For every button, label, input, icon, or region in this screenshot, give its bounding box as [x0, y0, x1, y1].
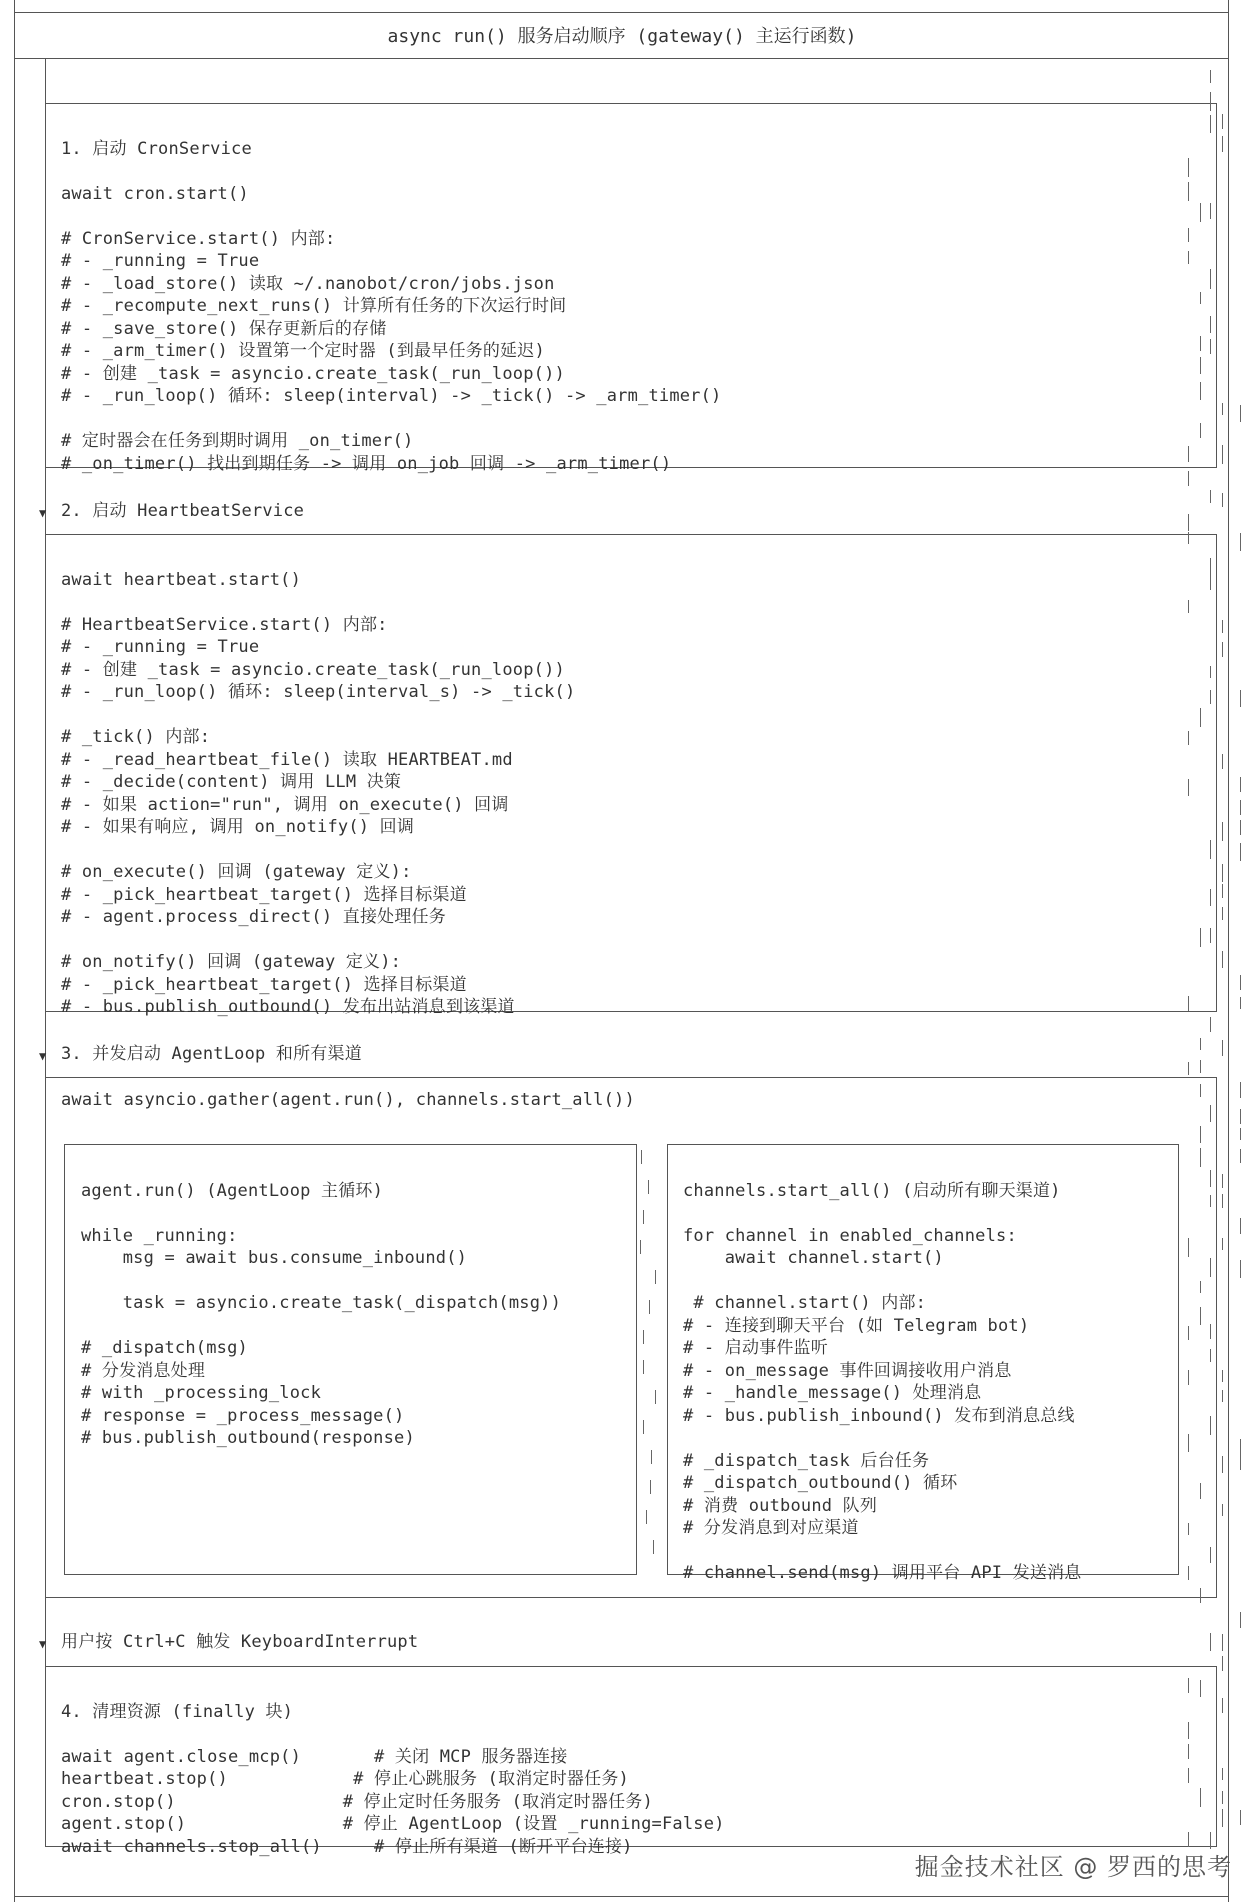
ascii-border-fragment: [1222, 907, 1223, 920]
cron-line-14: # 定时器会在任务到期时调用 _on_timer(): [61, 431, 414, 451]
ascii-border-fragment: [1210, 1633, 1211, 1651]
ascii-border-fragment: [1210, 115, 1211, 133]
ascii-border-fragment: [1222, 1656, 1223, 1671]
ascii-border-fragment: [1188, 1744, 1189, 1759]
ascii-border-fragment: [643, 1420, 644, 1434]
channels-line-18: # channel.send(msg) 调用平台 API 发送消息: [683, 1563, 1082, 1583]
ascii-border-fragment: [1200, 1084, 1201, 1097]
ascii-border-fragment: [1210, 490, 1211, 503]
ascii-border-fragment: [1188, 1238, 1189, 1257]
ascii-border-fragment: [1210, 840, 1211, 859]
ascii-border-fragment: [1188, 158, 1189, 177]
cron-line-11: # - 创建 _task = asyncio.create_task(_run_loop()): [61, 363, 565, 384]
agent-loop-block: [81, 1157, 561, 1472]
ascii-border-fragment: [1200, 382, 1201, 400]
ascii-border-fragment: [1240, 1439, 1241, 1457]
ascii-border-fragment: [1240, 533, 1241, 551]
diagram-title: async run() 服务启动顺序 (gateway() 主运行函数): [387, 26, 857, 47]
heartbeat-line-16: # - agent.process_direct() 直接处理任务: [61, 907, 446, 927]
ascii-border-fragment: [1210, 1105, 1211, 1122]
ascii-border-fragment: [1222, 754, 1223, 769]
ascii-border-fragment: [1210, 316, 1211, 333]
ascii-border-fragment: [646, 1510, 647, 1524]
cron-line-3: await cron.start(): [61, 183, 249, 204]
ascii-border-fragment: [1188, 1678, 1189, 1693]
arrow-to-cleanup: ▼: [39, 1637, 47, 1651]
ascii-border-fragment: [1240, 690, 1241, 707]
agent-line-4: msg = await bus.consume_inbound(): [81, 1248, 468, 1268]
outer-frame-right: [1228, 0, 1229, 1902]
ascii-border-fragment: [1188, 779, 1189, 796]
ascii-border-fragment: [1240, 820, 1241, 835]
ascii-border-fragment: [1200, 292, 1201, 304]
ascii-border-fragment: [643, 1330, 644, 1344]
ascii-border-fragment: [655, 1390, 656, 1404]
ascii-border-fragment: [1210, 666, 1211, 678]
ascii-border-fragment: [1188, 228, 1189, 242]
ascii-border-fragment: [1200, 1060, 1201, 1073]
ascii-border-fragment: [1240, 1612, 1241, 1628]
channels-line-7: # - 连接到聊天平台 (如 Telegram bot): [683, 1315, 1030, 1336]
ascii-border-fragment: [643, 1360, 644, 1374]
ascii-border-fragment: [1222, 1768, 1223, 1780]
ascii-border-fragment: [1200, 1126, 1201, 1143]
heartbeat-line-19: # - _pick_heartbeat_target() 选择目标渠道: [61, 974, 467, 995]
heartbeat-line-14: # on_execute() 回调 (gateway 定义):: [61, 862, 412, 882]
ascii-border-fragment: [650, 1480, 651, 1494]
agent-line-9: # 分发消息处理: [81, 1360, 206, 1381]
ascii-border-fragment: [1188, 731, 1189, 745]
ascii-border-fragment: [1200, 1788, 1201, 1807]
cleanup-block: [61, 1678, 725, 1881]
cron-line-6: # - _running = True: [61, 251, 260, 271]
heartbeat-line-6: # - _run_loop() 循环: sleep(interval_s) -> _tick(): [61, 682, 576, 702]
channels-block: [683, 1157, 1081, 1607]
ascii-border-fragment: [1188, 1062, 1189, 1075]
ascii-border-fragment: [1222, 1456, 1223, 1473]
ascii-border-fragment: [1240, 997, 1241, 1009]
heartbeat-line-10: # - _decide(content) 调用 LLM 决策: [61, 772, 402, 792]
agent-line-1: agent.run() (AgentLoop 主循环): [81, 1180, 384, 1201]
heartbeat-line-11: # - 如果 action="run", 调用 on_execute() 回调: [61, 794, 509, 815]
ascii-border-fragment: [1200, 1680, 1201, 1697]
ascii-border-fragment: [1210, 576, 1211, 590]
channels-line-12: [683, 1427, 1081, 1450]
ascii-border-fragment: [1240, 1128, 1241, 1140]
agent-line-5: [81, 1270, 561, 1293]
ascii-border-fragment: [1200, 708, 1201, 727]
ascii-border-fragment: [651, 1450, 652, 1464]
ascii-border-fragment: [1210, 1170, 1211, 1187]
ascii-border-fragment: [1188, 996, 1189, 1011]
ascii-border-fragment: [1200, 1588, 1201, 1603]
ascii-border-fragment: [1222, 1194, 1223, 1208]
agent-line-12: # bus.publish_outbound(response): [81, 1428, 415, 1448]
heartbeat-line-9: # - _read_heartbeat_file() 读取 HEARTBEAT.md: [61, 749, 513, 770]
ascii-border-fragment: [1210, 558, 1211, 576]
ascii-border-fragment: [1240, 1218, 1241, 1234]
heartbeat-service-block: [61, 546, 575, 1041]
channels-line-16: # 分发消息到对应渠道: [683, 1518, 859, 1538]
agent-line-6: task = asyncio.create_task(_dispatch(msg)): [81, 1293, 562, 1313]
ascii-border-fragment: [1210, 339, 1211, 354]
ascii-border-fragment: [1200, 357, 1201, 374]
heartbeat-line-3: # HeartbeatService.start() 内部:: [61, 614, 388, 635]
ascii-border-fragment: [1240, 405, 1241, 422]
cron-line-2: [61, 160, 722, 183]
ascii-border-fragment: [1210, 690, 1211, 704]
heartbeat-line-4: # - _running = True: [61, 637, 260, 657]
channels-line-8: # - 启动事件监听: [683, 1338, 828, 1358]
channels-line-15: # 消费 outbound 队列: [683, 1495, 878, 1516]
ascii-border-fragment: [1240, 1109, 1241, 1124]
ascii-border-fragment: [1200, 928, 1201, 947]
cron-line-9: # - _save_store() 保存更新后的存储: [61, 318, 387, 339]
ascii-border-fragment: [649, 1300, 650, 1314]
ascii-border-fragment: [1222, 403, 1223, 415]
heartbeat-section-label: 2. 启动 HeartbeatService: [61, 501, 305, 521]
cron-line-7: # - _load_store() 读取 ~/.nanobot/cron/jobs.json: [61, 273, 555, 294]
agent-line-8: # _dispatch(msg): [81, 1338, 248, 1358]
cleanup-line-2: [61, 1723, 725, 1746]
outer-frame-bottom: [14, 1896, 1229, 1897]
channels-line-2: [683, 1202, 1081, 1225]
arrow-to-heartbeat: ▼: [39, 506, 47, 520]
ascii-border-fragment: [1240, 1810, 1241, 1825]
ascii-border-fragment: [1200, 336, 1201, 351]
channels-line-1: channels.start_all() (启动所有聊天渠道): [683, 1180, 1061, 1201]
ascii-border-fragment: [1188, 182, 1189, 198]
channels-line-11: # - bus.publish_inbound() 发布到消息总线: [683, 1405, 1075, 1426]
cleanup-line-1: 4. 清理资源 (finally 块): [61, 1701, 294, 1722]
channels-line-10: # - _handle_message() 处理消息: [683, 1383, 982, 1403]
cleanup-line-5: cron.stop() # 停止定时任务服务 (取消定时器任务): [61, 1791, 653, 1812]
ascii-border-fragment: [1222, 1504, 1223, 1516]
heartbeat-line-18: # on_notify() 回调 (gateway 定义):: [61, 952, 402, 972]
ascii-border-fragment: [1200, 1483, 1201, 1499]
ascii-border-fragment: [1210, 1349, 1211, 1362]
agent-line-7: [81, 1315, 561, 1338]
ascii-border-fragment: [1240, 800, 1241, 815]
channels-line-9: # - on_message 事件回调接收用户消息: [683, 1360, 1012, 1381]
ascii-border-fragment: [1240, 1260, 1241, 1278]
heartbeat-line-13: [61, 839, 575, 862]
cron-service-block: [61, 115, 722, 498]
cron-line-13: [61, 408, 722, 431]
ascii-border-fragment: [1188, 1326, 1189, 1340]
ascii-border-fragment: [1200, 1307, 1201, 1325]
ascii-border-fragment: [1200, 1038, 1201, 1050]
cron-line-8: # - _recompute_next_runs() 计算所有任务的下次运行时间: [61, 296, 567, 316]
ascii-border-fragment: [1188, 1566, 1189, 1580]
heartbeat-line-7: [61, 704, 575, 727]
heartbeat-line-2: [61, 591, 575, 614]
ascii-border-fragment: [1222, 114, 1223, 129]
channels-line-6: # channel.start() 内部:: [683, 1293, 927, 1313]
channels-line-13: # _dispatch_task 后台任务: [683, 1450, 930, 1471]
ascii-border-fragment: [1240, 1149, 1241, 1163]
interrupt-label: 用户按 Ctrl+C 触发 KeyboardInterrupt: [61, 1632, 419, 1652]
channels-line-4: await channel.start(): [683, 1248, 944, 1268]
ascii-border-fragment: [1222, 884, 1223, 898]
ascii-border-fragment: [641, 1150, 642, 1164]
heartbeat-line-8: # _tick() 内部:: [61, 727, 211, 747]
ascii-border-fragment: [1222, 136, 1223, 152]
ascii-border-fragment: [1222, 445, 1223, 464]
ascii-border-fragment: [643, 1210, 644, 1224]
ascii-border-fragment: [1188, 1370, 1189, 1385]
gather-section-label: 3. 并发启动 AgentLoop 和所有渠道: [61, 1044, 362, 1064]
ascii-border-fragment: [1210, 203, 1211, 219]
ascii-border-fragment: [1222, 642, 1223, 657]
ascii-border-fragment: [1188, 446, 1189, 462]
ascii-border-fragment: [1222, 865, 1223, 880]
ascii-border-fragment: [648, 1180, 649, 1194]
ascii-border-fragment: [1222, 1809, 1223, 1827]
ascii-border-fragment: [1240, 975, 1241, 990]
ascii-border-fragment: [640, 1240, 641, 1254]
cron-line-1: 1. 启动 CronService: [61, 138, 252, 159]
ascii-border-fragment: [1200, 1281, 1201, 1293]
heartbeat-line-1: await heartbeat.start(): [61, 569, 302, 590]
outer-frame-left: [14, 0, 15, 1902]
cron-line-4: [61, 205, 722, 228]
ascii-border-fragment: [1222, 1634, 1223, 1651]
ascii-border-fragment: [1222, 1390, 1223, 1402]
ascii-border-fragment: [1188, 471, 1189, 486]
ascii-border-fragment: [1210, 1324, 1211, 1339]
cron-line-10: # - _arm_timer() 设置第一个定时器 (到最早任务的延迟): [61, 341, 545, 361]
heartbeat-line-15: # - _pick_heartbeat_target() 选择目标渠道: [61, 884, 467, 905]
heartbeat-line-5: # - 创建 _task = asyncio.create_task(_run_loop()): [61, 659, 565, 680]
ascii-border-fragment: [1210, 1017, 1211, 1032]
ascii-border-fragment: [1222, 1698, 1223, 1713]
ascii-border-fragment: [1210, 1547, 1211, 1563]
ascii-border-fragment: [1210, 1195, 1211, 1207]
ascii-border-fragment: [1222, 951, 1223, 968]
ascii-border-fragment: [1188, 1523, 1189, 1535]
ascii-border-fragment: [1222, 493, 1223, 507]
ascii-border-fragment: [1240, 777, 1241, 792]
cron-line-5: # CronService.start() 内部:: [61, 228, 336, 249]
ascii-border-fragment: [1222, 1040, 1223, 1056]
cleanup-line-3: await agent.close_mcp() # 关闭 MCP 服务器连接: [61, 1746, 568, 1767]
cron-line-15: # _on_timer() 找出到期任务 -> 调用 on_job 回调 -> _arm_timer(): [61, 453, 672, 474]
cleanup-line-7: await channels.stop_all() # 停止所有渠道 (断开平台连接): [61, 1836, 633, 1857]
cleanup-line-4: heartbeat.stop() # 停止心跳服务 (取消定时器任务): [61, 1769, 629, 1789]
ascii-border-fragment: [1188, 600, 1189, 613]
ascii-border-fragment: [1200, 203, 1201, 222]
channels-line-5: [683, 1270, 1081, 1293]
heartbeat-line-20: # - bus.publish_outbound() 发布出站消息到该渠道: [61, 997, 515, 1017]
ascii-border-fragment: [1188, 1434, 1189, 1452]
ascii-border-fragment: [1222, 1238, 1223, 1250]
ascii-border-fragment: [1188, 1722, 1189, 1739]
heartbeat-line-17: [61, 929, 575, 952]
agent-line-11: # response = _process_message(): [81, 1405, 405, 1426]
cleanup-line-6: agent.stop() # 停止 AgentLoop (设置 _running=False): [61, 1814, 725, 1834]
ascii-border-fragment: [1222, 1791, 1223, 1804]
ascii-border-fragment: [1200, 423, 1201, 438]
ascii-border-fragment: [1222, 1370, 1223, 1382]
arrow-to-gather: ▼: [39, 1049, 47, 1063]
ascii-border-fragment: [1200, 1148, 1201, 1167]
ascii-border-fragment: [1210, 928, 1211, 943]
ascii-border-fragment: [1210, 1258, 1211, 1277]
ascii-border-fragment: [1240, 843, 1241, 861]
ascii-border-fragment: [1188, 532, 1189, 544]
ascii-border-fragment: [1210, 1416, 1211, 1435]
ascii-border-fragment: [1188, 514, 1189, 531]
ascii-border-fragment: [1222, 822, 1223, 841]
ascii-border-fragment: [1188, 251, 1189, 264]
ascii-border-fragment: [1240, 1456, 1241, 1470]
ascii-border-fragment: [653, 1540, 654, 1554]
ascii-border-fragment: [1240, 1082, 1241, 1098]
watermark: 掘金技术社区 @ 罗西的思考: [914, 1853, 1232, 1881]
ascii-border-fragment: [1222, 1174, 1223, 1188]
channels-line-17: [683, 1540, 1081, 1563]
agent-line-2: [81, 1202, 561, 1225]
ascii-border-fragment: [1210, 272, 1211, 289]
ascii-border-fragment: [1188, 1832, 1189, 1847]
gather-call-line: await asyncio.gather(agent.run(), channels.start_all()): [61, 1090, 635, 1110]
ascii-border-fragment: [1210, 889, 1211, 906]
agent-line-3: while _running:: [81, 1225, 238, 1246]
channels-line-14: # _dispatch_outbound() 循环: [683, 1473, 958, 1493]
ascii-border-fragment: [1222, 620, 1223, 633]
agent-line-10: # with _processing_lock: [81, 1383, 322, 1403]
cron-line-12: # - _run_loop() 循环: sleep(interval) -> _tick() -> _arm_timer(): [61, 386, 722, 406]
channels-line-3: for channel in enabled_channels:: [683, 1225, 1017, 1246]
ascii-border-fragment: [1210, 70, 1211, 83]
ascii-border-fragment: [655, 1270, 656, 1284]
ascii-border-fragment: [1210, 92, 1211, 111]
ascii-border-fragment: [1188, 1768, 1189, 1783]
heartbeat-line-12: # - 如果有响应, 调用 on_notify() 回调: [61, 817, 415, 837]
